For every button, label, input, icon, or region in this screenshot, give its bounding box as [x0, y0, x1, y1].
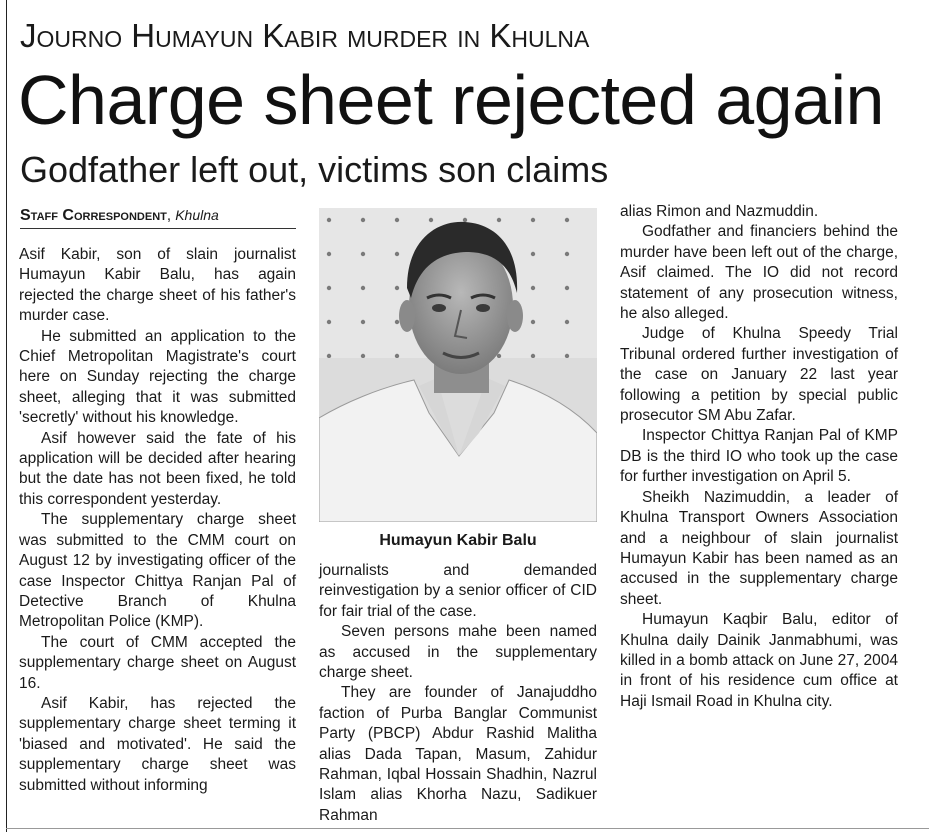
headline: Charge sheet rejected again [18, 61, 884, 139]
paragraph: Humayun Kaqbir Balu, editor of Khulna daily Dainik Janmabhumi, was killed in a bomb attack on June 27, 2004 in front of his residence cum office at Haji Ismail Road in Khulna city. [620, 611, 898, 710]
paragraph: Asif Kabir, has rejected the supplementary charge sheet terming it 'biased and motivated'. He said the supplementary charge sheet was submitted without informing [19, 694, 296, 794]
paragraph: Seven persons mahe been named as accused in the supplementary charge sheet. [319, 623, 597, 682]
paragraph: Judge of Khulna Speedy Trial Tribunal ordered further investigation of the case on January 22 last year following a petition by special public prosecutor SM Abu Zafar. [620, 325, 898, 425]
paragraph: They are founder of Janajuddho faction of Purba Banglar Communist Party (PBCP) Abdur Rashid Malitha alias Dada Tapan, Masum, Zahidur Rahman, Iqbal Hossain Shadhin, Nazrul Islam alias Khorha Nazu, Sadikuer Rahman [319, 684, 597, 824]
byline-name: Staff Correspondent [20, 207, 167, 224]
left-column-rule [6, 0, 7, 832]
portrait-photo-icon [319, 208, 597, 522]
article-column-1 [19, 245, 296, 796]
paragraph: alias Rimon and Nazmuddin. [620, 203, 819, 220]
byline-separator: , [166, 207, 176, 224]
kicker: Journo Humayun Kabir murder in Khulna [20, 17, 590, 54]
article-column-3 [620, 202, 898, 712]
subhead: Godfather left out, victims son claims [20, 149, 609, 190]
article-column-2 [319, 561, 597, 826]
paragraph: Asif Kabir, son of slain journalist Humayun Kabir Balu, has again rejected the charge sheet of his father's murder case. [19, 246, 296, 325]
portrait-photo [319, 208, 597, 522]
paragraph: Inspector Chittya Ranjan Pal of KMP DB is the third IO who took up the case for further investigation on April 5. [620, 427, 898, 486]
bottom-rule [6, 828, 929, 829]
byline [20, 206, 219, 225]
paragraph: Asif however said the fate of his application will be decided after hearing but the date has not been fixed, he told this correspondent yesterday. [19, 429, 296, 508]
paragraph: journalists and demanded reinvestigation by a senior officer of CID for fair trial of the case. [319, 562, 597, 620]
paragraph: The court of CMM accepted the supplementary charge sheet on August 16. [19, 633, 296, 692]
byline-place: Khulna [175, 207, 219, 223]
byline-rule [20, 228, 296, 229]
photo-caption: Humayun Kabir Balu [379, 532, 537, 549]
paragraph: Sheikh Nazimuddin, a leader of Khulna Transport Owners Association and a neighbour of slain journalist Humayun Kabir has been named as an accused in the supplementary charge sheet. [620, 488, 898, 608]
paragraph: The supplementary charge sheet was submitted to the CMM court on August 12 by investigating officer of the case Inspector Chittya Ranjan Pal of Detective Branch of Khulna Metropolitan Police (KMP). [19, 511, 296, 631]
paragraph: He submitted an application to the Chief Metropolitan Magistrate's court here on Sunday rejecting the charge sheet, alleging that it was submitted 'secretly' without his knowledge. [19, 327, 296, 427]
paragraph: Godfather and financiers behind the murder have been left out of the charge, Asif claimed. The IO did not record statement of any prosecution witness, he also alleged. [620, 223, 898, 323]
